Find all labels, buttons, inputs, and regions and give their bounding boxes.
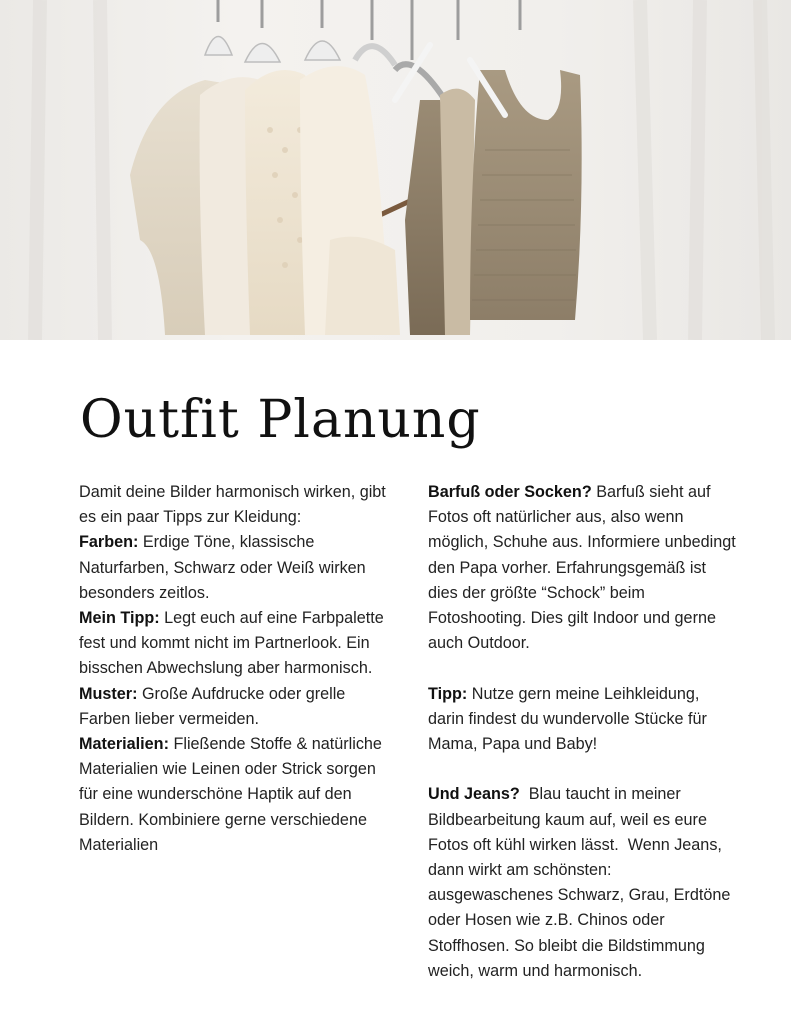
farben-text: Erdige Töne, klassische Naturfarben, Schwarz oder Weiß wirken besonders zeitlos. bbox=[79, 533, 366, 602]
page-title: Outfit Planung bbox=[80, 390, 481, 450]
tipp-label: Tipp: bbox=[428, 684, 468, 703]
spacer bbox=[428, 757, 738, 782]
hero-photo-clothes-rack bbox=[0, 0, 791, 340]
mein-tipp-label: Mein Tipp: bbox=[79, 609, 160, 628]
barfuss-text: Barfuß sieht auf Fotos oft natürlicher aus, also wenn möglich, Schuhe aus. Informiere unbedingt den Papa vorher. Erfahrungsgemäß ist dies der größte “Schock” beim Fotoshooting. Dies gilt Indoor und gerne auch Outdoor. bbox=[428, 483, 736, 653]
left-column bbox=[79, 480, 389, 858]
materialien-paragraph bbox=[79, 732, 389, 858]
right-column bbox=[428, 480, 738, 984]
intro-text: Damit deine Bilder harmonisch wirken, gibt es ein paar Tipps zur Kleidung: bbox=[79, 483, 386, 527]
materialien-text: Fließende Stoffe & natürliche Materialien wie Leinen oder Strick sorgen für eine wunderschöne Haptik auf den Bildern. Kombiniere gerne verschiedene Materialien bbox=[79, 735, 382, 854]
muster-label: Muster: bbox=[79, 684, 138, 703]
jeans-label: Und Jeans? bbox=[428, 785, 520, 804]
barfuss-label: Barfuß oder Socken? bbox=[428, 483, 592, 501]
barfuss-paragraph bbox=[428, 480, 738, 656]
spacer bbox=[428, 656, 738, 681]
muster-text: Große Aufdrucke oder grelle Farben lieber vermeiden. bbox=[79, 684, 346, 728]
mein-tipp-text: Legt euch auf eine Farbpalette fest und kommt nicht im Partnerlook. Ein bisschen Abwechslung aber harmonisch. bbox=[79, 609, 384, 678]
jeans-paragraph bbox=[428, 782, 738, 984]
jeans-text: Blau taucht in meiner Bildbearbeitung kaum auf, weil es eure Fotos oft kühl wirken lässt. Wenn Jeans, dann wirkt am schönsten: ausgewaschenes Schwarz, Grau, Erdtöne oder Hosen wie z.B. Chinos oder Stoffhosen. So bleibt die Bildstimmung weich, warm und harmonisch. bbox=[428, 785, 735, 980]
tipp-paragraph bbox=[79, 606, 389, 682]
farben-label: Farben: bbox=[79, 533, 139, 552]
muster-paragraph bbox=[79, 682, 389, 732]
tipp-text: Nutze gern meine Leihkleidung, darin findest du wundervolle Stücke für Mama, Papa und Baby! bbox=[428, 684, 707, 754]
farben-paragraph bbox=[79, 530, 389, 606]
materialien-label: Materialien: bbox=[79, 735, 169, 754]
tipp-leihkleidung-paragraph bbox=[428, 682, 738, 758]
